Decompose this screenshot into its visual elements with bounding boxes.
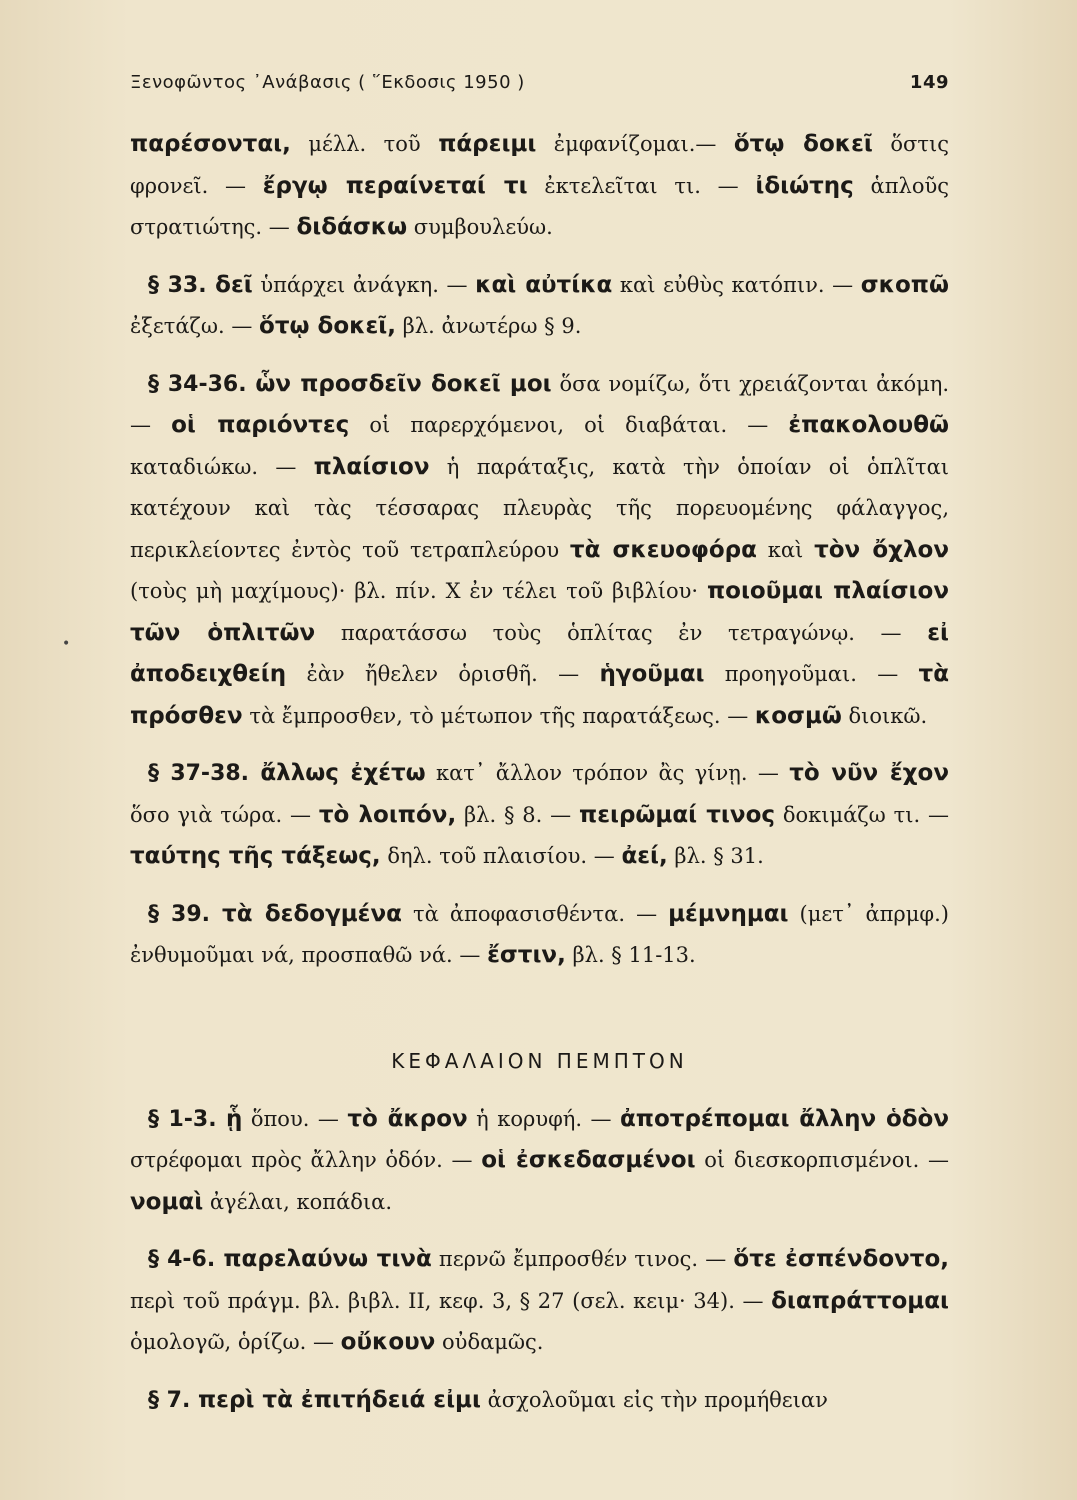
- lemma: δεῖ: [215, 271, 253, 298]
- gloss: ὅστις φρονεῖ. —: [130, 132, 949, 198]
- lemma: ἄλλως ἐχέτω: [260, 760, 426, 786]
- lemma: οὔκουν: [340, 1329, 436, 1355]
- gloss: ἐκτελεῖται τι. —: [527, 173, 756, 198]
- lemma: τὰ πρόσθεν: [130, 661, 949, 729]
- gloss: οὐδαμῶς.: [435, 1330, 544, 1354]
- section-number: § 34-36.: [148, 371, 256, 397]
- lemma: πειρῶμαί τινος: [579, 801, 775, 828]
- gloss: βλ. § 31.: [667, 844, 764, 868]
- lemma: ὅτε ἐσπένδοντο,: [733, 1246, 950, 1272]
- lemma: ἔστιν,: [487, 942, 566, 968]
- commentary-paragraph: [130, 1380, 949, 1422]
- gloss: ἁπλοῦς στρατιώτης. —: [130, 173, 950, 239]
- lemma: εἰ ἀποδειχθείη: [130, 619, 949, 687]
- gloss: περνῶ ἔμπροσθέν τινος. —: [431, 1247, 734, 1271]
- gloss: τὰ ἀποφασισθέντα. —: [401, 901, 669, 926]
- lemma: τὰ δεδογμένα: [222, 900, 402, 927]
- lemma: ὅτῳ δοκεῖ: [733, 131, 873, 157]
- section-number: § 39.: [148, 901, 223, 927]
- lemma: οἱ παριόντες: [171, 412, 350, 438]
- page-body: [130, 124, 949, 1437]
- lemma: ἐπακολουθῶ: [788, 412, 949, 438]
- lemma: σκοπῶ: [860, 271, 949, 298]
- lemma: τὸ νῦν ἔχον: [789, 760, 949, 786]
- lemma: τὸν ὄχλον: [814, 536, 950, 563]
- gloss: ὅπου. —: [242, 1106, 348, 1131]
- gloss: στρέφομαι πρὸς ἄλλην ὁδόν. —: [130, 1148, 482, 1172]
- lemma: παρελαύνω τινὰ: [223, 1246, 432, 1272]
- gloss: κατ᾽ ἄλλον τρόπον ἂς γίνῃ. —: [425, 761, 790, 785]
- lemma: ὅτῳ δοκεῖ,: [259, 313, 396, 339]
- gloss: ὅσα νομίζω, ὅτι χρειάζονται ἀκόμη. —: [130, 371, 949, 437]
- gloss: ἡ παράταξις, κατὰ τὴν ὁποίαν οἱ ὁπλῖται κατέχουν καὶ τὰς τέσσαρας πλευρὰς τῆς πορευομένης φάλαγγος, περικλείοντες ἐντὸς τοῦ τετραπλεύρου: [130, 454, 949, 562]
- gloss: ἐὰν ἤθελεν ὁρισθῆ. —: [286, 662, 600, 686]
- commentary-section-2: [130, 1099, 949, 1422]
- commentary-paragraph: [130, 753, 949, 878]
- commentary-paragraph: [130, 894, 949, 977]
- commentary-paragraph: [130, 1239, 949, 1364]
- commentary-paragraph: [130, 265, 949, 348]
- lemma: οἱ ἐσκεδασμένοι: [481, 1147, 696, 1173]
- gloss: (τοὺς μὴ μαχίμους)· βλ. πίν. Χ ἐν τέλει τοῦ βιβλίου·: [130, 579, 707, 603]
- section-number: § 37-38.: [148, 761, 261, 786]
- lemma: πλαίσιον: [313, 453, 430, 480]
- gloss: οἱ παρερχόμενοι, οἱ διαβάται. —: [349, 413, 789, 437]
- commentary-paragraph: [130, 1099, 949, 1224]
- gloss: ἡ κορυφή. —: [467, 1106, 620, 1131]
- lemma: ταύτης τῆς τάξεως,: [130, 843, 381, 869]
- lemma: μέμνημαι: [668, 900, 789, 927]
- section-number: § 4-6.: [148, 1247, 224, 1272]
- gloss: περὶ τοῦ πράγμ. βλ. βιβλ. ΙΙ, κεφ. 3, § 27 (σελ. κειμ· 34). —: [130, 1288, 772, 1313]
- gloss: δοκιμάζω τι. —: [775, 802, 949, 827]
- gloss: ὑπάρχει ἀνάγκη. —: [252, 272, 476, 297]
- margin-dot: •: [62, 636, 71, 652]
- gloss: προηγοῦμαι. —: [704, 662, 919, 686]
- section-number: § 7.: [148, 1387, 198, 1413]
- lemma: πάρειμι: [438, 131, 537, 157]
- gloss: βλ. ἀνωτέρω § 9.: [395, 314, 582, 338]
- gloss: ἀγέλαι, κοπάδια.: [203, 1189, 393, 1214]
- lemma: διαπράττομαι: [771, 1287, 949, 1314]
- lemma: ποιοῦμαι πλαίσιον τῶν ὁπλιτῶν: [130, 578, 949, 646]
- lemma: τὰ σκευοφόρα: [569, 536, 757, 563]
- gloss: ἀσχολοῦμαι εἰς τὴν προμήθειαν: [480, 1387, 828, 1412]
- gloss: βλ. § 8. —: [456, 802, 579, 827]
- lemma: διδάσκω: [296, 214, 408, 240]
- gloss: καὶ εὐθὺς κατόπιν. —: [612, 272, 861, 297]
- running-title: Ξενοφῶντος ᾽Ανάβασις ( ῞Εκδοσις 1950 ): [130, 72, 525, 93]
- lemma: κοσμῶ: [754, 702, 842, 729]
- section-number: § 1-3.: [148, 1106, 227, 1132]
- lemma: ἡγοῦμαι: [599, 661, 705, 687]
- lemma: ὧν προσδεῖν δοκεῖ μοι: [255, 370, 552, 397]
- gloss: διοικῶ.: [841, 703, 928, 728]
- lemma: ἔργῳ περαίνεταί τι: [262, 172, 528, 199]
- lemma: ἰδιώτης: [755, 172, 854, 199]
- chapter-heading: ΚΕΦΑΛΑΙΟΝ ΠΕΜΠΤΟΝ: [391, 1048, 688, 1073]
- running-head: [130, 72, 949, 93]
- gloss: ἐμφανίζομαι.—: [536, 132, 734, 156]
- lemma: ἀεί,: [621, 843, 668, 869]
- lemma: ᾗ: [226, 1105, 243, 1132]
- lemma: τὸ λοιπόν,: [318, 801, 457, 828]
- gloss: ὅσο γιὰ τώρα. —: [130, 802, 319, 827]
- gloss: δηλ. τοῦ πλαισίου. —: [380, 844, 622, 868]
- lemma: τὸ ἄκρον: [347, 1105, 468, 1132]
- gloss: οἱ διεσκορπισμένοι. —: [695, 1148, 949, 1172]
- gloss: τὰ ἔμπροσθεν, τὸ μέτωπον τῆς παρατάξεως. —: [242, 703, 755, 728]
- gloss: ὁμολογῶ, ὁρίζω. —: [130, 1330, 341, 1354]
- gloss: καταδιώκω. —: [130, 454, 314, 479]
- gloss: μέλλ. τοῦ: [290, 132, 439, 156]
- lemma: ἀποτρέπομαι ἄλλην ὁδὸν: [619, 1105, 950, 1132]
- lemma: παρέσονται,: [130, 131, 291, 157]
- gloss: (μετ᾽ ἀπρμφ.) ἐνθυμοῦμαι νά, προσπαθῶ νά. —: [130, 901, 949, 967]
- section-number: § 33.: [148, 272, 216, 298]
- gloss: καὶ: [756, 537, 815, 562]
- commentary-paragraph: [130, 364, 949, 738]
- gloss: παρατάσσω τοὺς ὁπλίτας ἐν τετραγώνῳ. —: [315, 620, 928, 645]
- lemma: περὶ τὰ ἐπιτήδειά εἰμι: [197, 1386, 481, 1413]
- gloss: βλ. § 11-13.: [565, 943, 696, 967]
- commentary-section-1: [130, 124, 949, 977]
- lemma: καὶ αὐτίκα: [475, 271, 613, 298]
- commentary-paragraph: [130, 124, 949, 249]
- lemma: νομαὶ: [130, 1188, 204, 1215]
- gloss: ἐξετάζω. —: [130, 314, 260, 338]
- page-number: 149: [909, 72, 949, 93]
- gloss: συμβουλεύω.: [407, 215, 553, 239]
